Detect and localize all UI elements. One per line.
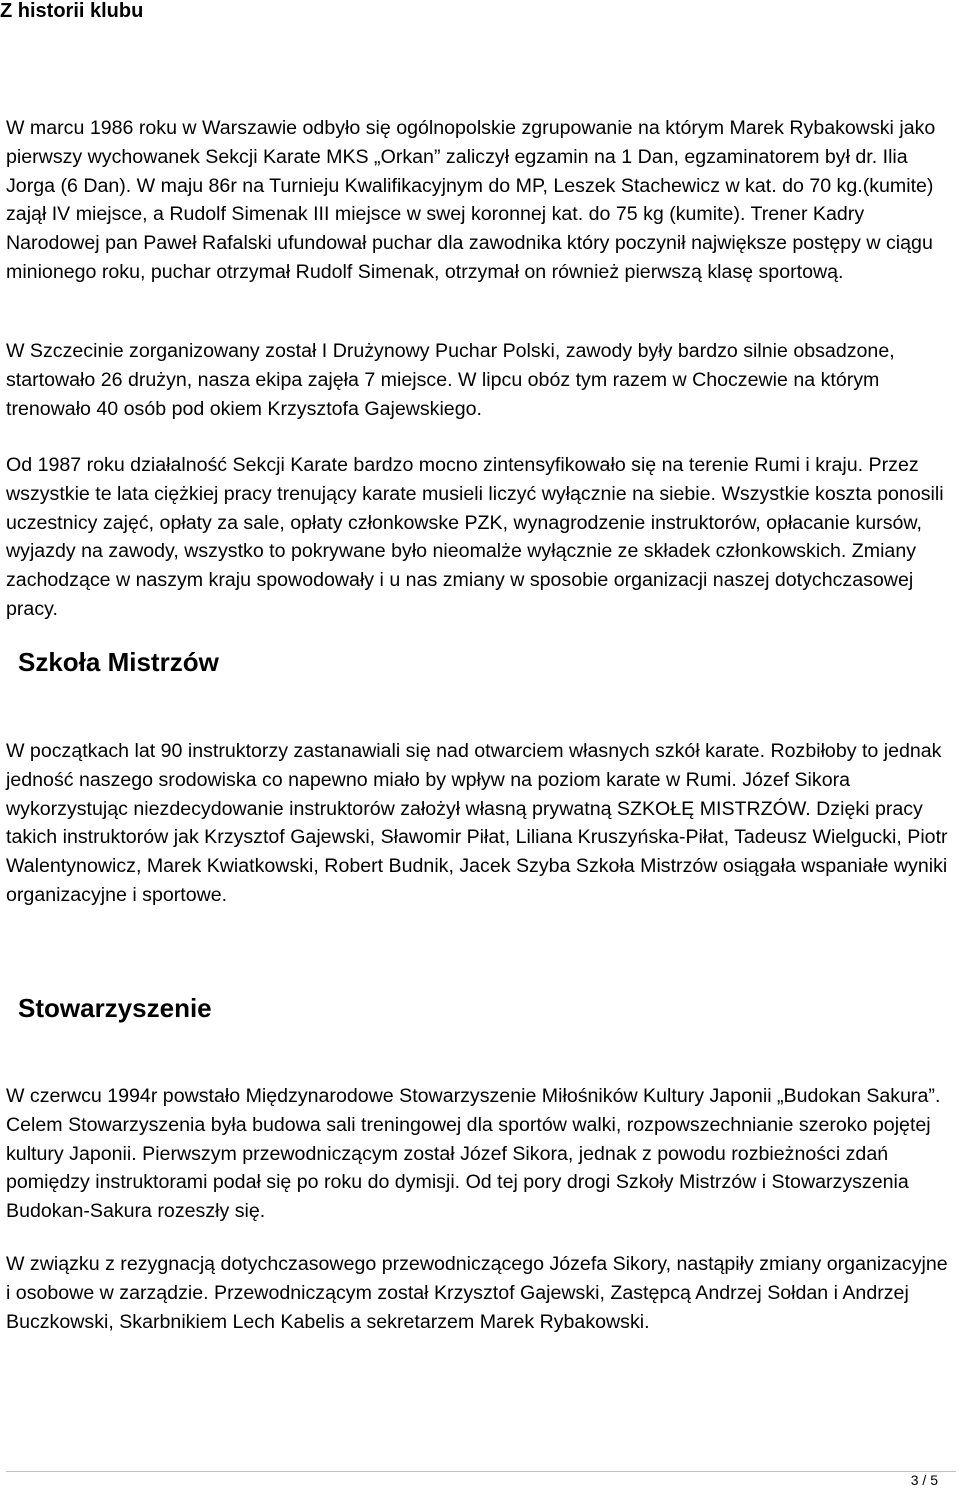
paragraph-szkola-mistrzow: W początkach lat 90 instruktorzy zastanawiali się nad otwarciem własnych szkół karate. Rozbiłoby to jednak jedność naszego srodowiska co napewno miało by wpływ na poziom karate w Rumi. Józef Sikora wykorzystując niezdecydowanie instruktorów założył własną prywatną SZKOŁĘ MISTRZÓW. Dzięki pracy takich instruktorów jak Krzysztof Gajewski, Sławomir Piłat, Liliana Kruszyńska-Piłat, Tadeusz Wielgucki, Piotr Walentynowicz, Marek Kwiatkowski, Robert Budnik, Jacek Szyba Szkoła Mistrzów osiągała wspaniałe wyniki organizacyjne i sportowe. xyxy=(6,740,948,906)
section-heading-szkola-mistrzow: Szkoła Mistrzów xyxy=(18,647,219,677)
paragraph-dzialalnosc-1987: Od 1987 roku działalność Sekcji Karate bardzo mocno zintensyfikowało się na terenie Rumi i kraju. Przez wszystkie te lata ciężkiej pracy trenujący karate musieli liczyć wyłącznie na siebie. Wszystkie koszta ponosili uczestnicy zajęć, opłaty za sale, opłaty członkowske PZK, wynagrodzenie instruktorów, opłacanie kursów, wyjazdy na zawody, wszystko to pokrywane było nieomalże wyłącznie ze składek członkowskich. Zmiany zachodzące w naszym kraju spowodowały i u nas zmiany w sposobie organizacji naszej dotychczasowej pracy. xyxy=(6,454,944,620)
footer-divider xyxy=(6,1471,956,1472)
paragraph-zgrupowanie-1986: W marcu 1986 roku w Warszawie odbyło się ogólnopolskie zgrupowanie na którym Marek Rybakowski jako pierwszy wychowanek Sekcji Karate MKS „Orkan” zaliczył egzamin na 1 Dan, egzaminatorem był dr. Ilia Jorga (6 Dan). W maju 86r na Turnieju Kwalifikacyjnym do MP, Leszek Stachewicz w kat. do 70 kg.(kumite) zajął IV miejsce, a Rudolf Simenak III miejsce w swej koronnej kat. do 75 kg (kumite). Trener Kadry Narodowej pan Paweł Rafalski ufundował puchar dla zawodnika który poczynił największe postępy w ciągu minionego roku, puchar otrzymał Rudolf Simenak, otrzymał on również pierwszą klasę sportową. xyxy=(6,117,936,283)
paragraph-stowarzyszenie-1994: W czerwcu 1994r powstało Międzynarodowe Stowarzyszenie Miłośników Kultury Japonii „Budokan Sakura”. Celem Stowarzyszenia była budowa sali treningowej dla sportów walki, rozpowszechnianie szeroko pojętej kultury Japonii. Pierwszym przewodniczącym został Józef Sikora, jednak z powodu rozbieżności zdań pomiędzy instruktorami podał się po roku do dymisji. Od tej pory drogi Szkoły Mistrzów i Stowarzyszenia Budokan-Sakura rozeszły się. xyxy=(6,1085,941,1223)
paragraph-zmiany-zarzad: W związku z rezygnacją dotychczasowego przewodniczącego Józefa Sikory, nastąpiły zmiany organizacyjne i osobowe w zarządzie. Przewodniczącym został Krzysztof Gajewski, Zastępcą Andrzej Sołdan i Andrzej Buczkowski, Skarbnikiem Lech Kabelis a sekretarzem Marek Rybakowski. xyxy=(6,1253,948,1333)
paragraph-druzynowy-puchar: W Szczecinie zorganizowany został I Drużynowy Puchar Polski, zawody były bardzo silnie obsadzone, startowało 26 drużyn, nasza ekipa zajęła 7 miejsce. W lipcu obóz tym razem w Choczewie na którym trenowało 40 osób pod okiem Krzysztofa Gajewskiego. xyxy=(6,340,895,420)
section-heading-stowarzyszenie: Stowarzyszenie xyxy=(18,993,212,1023)
page-title: Z historii klubu xyxy=(0,0,144,22)
page-number: 3 / 5 xyxy=(910,1472,938,1488)
